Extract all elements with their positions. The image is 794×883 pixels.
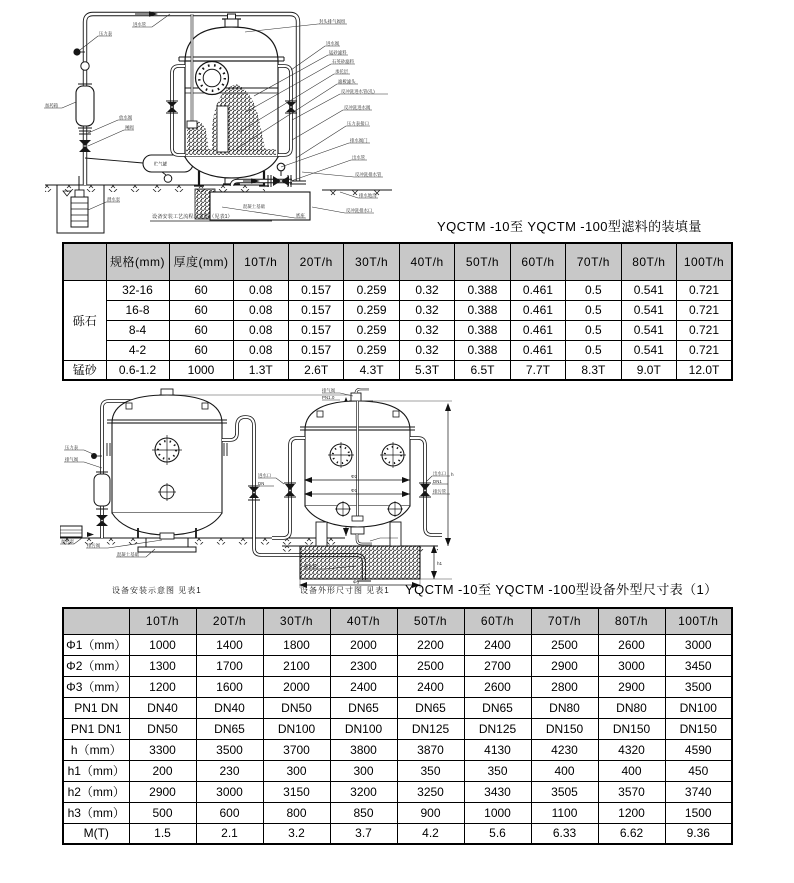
value-cell: 3150 <box>263 781 330 802</box>
thickness-cell: 60 <box>169 300 233 320</box>
value-cell: 2000 <box>263 676 330 697</box>
annotation-label: 锰砂滤料 <box>329 49 347 55</box>
column-header: 规格(mm) <box>106 243 169 280</box>
value-cell: 0.721 <box>677 280 733 300</box>
spec-cell: 4-2 <box>106 340 169 360</box>
table-row <box>63 634 732 655</box>
value-cell: 4590 <box>665 739 732 760</box>
value-cell: 0.388 <box>455 280 510 300</box>
row-label: M(T) <box>63 823 129 844</box>
value-cell: 0.157 <box>288 280 343 300</box>
dosing-tank <box>94 474 110 506</box>
value-cell: DN40 <box>196 697 263 718</box>
annotation-label: 排水地沟 <box>359 192 377 198</box>
vessel-bottom <box>112 513 222 535</box>
dimension-table-header <box>63 608 732 634</box>
value-cell: 0.541 <box>621 300 676 320</box>
value-cell: 1400 <box>196 634 263 655</box>
value-cell: 2300 <box>330 655 397 676</box>
value-cell: 0.08 <box>233 340 288 360</box>
value-cell: 0.5 <box>566 320 621 340</box>
value-cell: 3500 <box>196 739 263 760</box>
flow-rate-header: 20T/h <box>196 608 263 634</box>
annotation-label: 出水管 <box>352 154 366 160</box>
value-cell: 3200 <box>330 781 397 802</box>
row-label: PN1 DN1 <box>63 718 129 739</box>
annotation-label: 反冲洗排水管 <box>355 171 382 177</box>
thickness-cell: 1000 <box>169 360 233 380</box>
annotation-label: 加药泵 <box>61 538 75 544</box>
value-cell: 300 <box>330 760 397 781</box>
value-cell: DN100 <box>665 697 732 718</box>
value-cell: DN65 <box>397 697 464 718</box>
value-cell: 300 <box>263 760 330 781</box>
dimension-diagram <box>258 388 454 595</box>
flow-rate-header: 60T/h <box>464 608 531 634</box>
value-cell: 0.721 <box>677 340 733 360</box>
annotation-label: DN1 <box>433 478 442 484</box>
value-cell: 0.541 <box>621 340 676 360</box>
value-cell: 500 <box>129 802 196 823</box>
value-cell: 4.3T <box>344 360 399 380</box>
value-cell: 0.157 <box>288 320 343 340</box>
valve-icon <box>420 484 430 496</box>
annotation-label: 出水口 <box>433 470 447 476</box>
value-cell: 6.5T <box>455 360 510 380</box>
annotation-label: 滤板滤头 <box>338 78 356 84</box>
value-cell: 3000 <box>196 781 263 802</box>
flow-rate-header: 50T/h <box>397 608 464 634</box>
value-cell: 0.461 <box>510 320 565 340</box>
annotation-label: 压力表接口 <box>347 120 369 126</box>
value-cell: 850 <box>330 802 397 823</box>
annotation-label: 放水阀 <box>119 114 133 120</box>
value-cell: 6.62 <box>598 823 665 844</box>
value-cell: DN150 <box>531 718 598 739</box>
value-cell: 3.2 <box>263 823 330 844</box>
flow-rate-header: 100T/h <box>665 608 732 634</box>
value-cell: 3250 <box>397 781 464 802</box>
value-cell: 0.721 <box>677 300 733 320</box>
flow-rate-header: 50T/h <box>455 243 510 280</box>
value-cell: 3300 <box>129 739 196 760</box>
value-cell: DN40 <box>129 697 196 718</box>
flow-rate-header: 60T/h <box>510 243 565 280</box>
value-cell: 2000 <box>330 634 397 655</box>
row-label: h3（mm） <box>63 802 129 823</box>
value-cell: 1300 <box>129 655 196 676</box>
skirt-leg <box>316 522 327 546</box>
value-cell: 350 <box>397 760 464 781</box>
spec-cell: 32-16 <box>106 280 169 300</box>
dimension-table-body <box>63 634 732 844</box>
row-label: PN1 DN <box>63 697 129 718</box>
value-cell: DN65 <box>330 697 397 718</box>
value-cell: 0.388 <box>455 320 510 340</box>
value-cell: 0.541 <box>621 320 676 340</box>
value-cell: 3800 <box>330 739 397 760</box>
value-cell: 3870 <box>397 739 464 760</box>
value-cell: 3000 <box>665 634 732 655</box>
valve-icon <box>249 487 259 498</box>
annotation-label: 排污阀 <box>87 542 101 548</box>
value-cell: 3.7 <box>330 823 397 844</box>
annotation-label: 压力表 <box>99 30 113 36</box>
dim-label-h: h <box>451 472 454 477</box>
valve-icon <box>167 102 177 112</box>
air-tank <box>143 155 193 182</box>
annotation-label: 承托层 <box>335 68 349 74</box>
table-row <box>63 739 732 760</box>
value-cell: 0.32 <box>399 340 454 360</box>
table1-title: YQCTM -10至 YQCTM -100型滤料的装填量 <box>437 219 702 234</box>
annotation-label: DN <box>258 480 265 486</box>
value-cell: 0.32 <box>399 280 454 300</box>
value-cell: 3505 <box>531 781 598 802</box>
flow-arrow <box>87 532 94 537</box>
value-cell: DN80 <box>598 697 665 718</box>
annotation-label: 排气阀 <box>322 388 336 393</box>
value-cell: 0.5 <box>566 340 621 360</box>
value-cell: 0.32 <box>399 300 454 320</box>
value-cell: 1500 <box>665 802 732 823</box>
value-cell: 1100 <box>531 802 598 823</box>
table-row <box>63 823 732 844</box>
row-group-label: 锰砂 <box>63 360 106 380</box>
value-cell: 350 <box>464 760 531 781</box>
value-cell: 0.541 <box>621 280 676 300</box>
annotation-label: 进水管 <box>133 21 147 27</box>
table-row <box>63 676 732 697</box>
value-cell: 6.33 <box>531 823 598 844</box>
value-cell: 9.0T <box>621 360 676 380</box>
value-cell: DN100 <box>263 718 330 739</box>
annotation-label: 压力表 <box>65 444 79 450</box>
annotation-label: 底座 <box>296 212 305 218</box>
value-cell: 7.7T <box>510 360 565 380</box>
value-cell: 0.461 <box>510 340 565 360</box>
dim-label-h1: h1 <box>437 561 443 566</box>
value-cell: 0.259 <box>344 280 399 300</box>
annotation-label: PN1.0 <box>322 394 335 400</box>
row-label: h2（mm） <box>63 781 129 802</box>
flow-rate-header: 70T/h <box>531 608 598 634</box>
top-nozzle <box>225 19 238 27</box>
filter-media-table <box>62 242 733 381</box>
value-cell: 1.3T <box>233 360 288 380</box>
value-cell: 0.08 <box>233 300 288 320</box>
valve-icon <box>96 515 108 526</box>
value-cell: 4.2 <box>397 823 464 844</box>
filter-media-table-body <box>63 280 732 380</box>
annotation-label: 进水阀 <box>326 40 340 46</box>
value-cell: DN125 <box>464 718 531 739</box>
annotation-label: 反冲洗进水阀 <box>344 104 371 110</box>
value-cell: 200 <box>129 760 196 781</box>
valve-icon <box>79 140 91 152</box>
annotation-label: 反冲洗进水管(孔) <box>341 88 375 94</box>
spec-cell: 16-8 <box>106 300 169 320</box>
value-cell: DN65 <box>464 697 531 718</box>
header-row <box>63 243 732 280</box>
value-cell: 12.0T <box>677 360 733 380</box>
value-cell: 0.32 <box>399 320 454 340</box>
flow-rate-header: 20T/h <box>288 243 343 280</box>
value-cell: 3570 <box>598 781 665 802</box>
value-cell: 4130 <box>464 739 531 760</box>
value-cell: 2400 <box>397 676 464 697</box>
dim-label-phi2: Φ2 <box>351 474 358 479</box>
value-cell: 5.6 <box>464 823 531 844</box>
value-cell: 2100 <box>263 655 330 676</box>
thickness-cell: 60 <box>169 340 233 360</box>
flow-rate-header: 10T/h <box>129 608 196 634</box>
valve-icon <box>286 102 296 112</box>
thickness-cell: 60 <box>169 320 233 340</box>
value-cell: 800 <box>263 802 330 823</box>
table2-title: YQCTM -10至 YQCTM -100型设备外型尺寸表（1） <box>405 582 718 597</box>
flow-rate-header: 80T/h <box>598 608 665 634</box>
row-label: Φ2（mm） <box>63 655 129 676</box>
value-cell: 2600 <box>464 676 531 697</box>
thickness-cell: 60 <box>169 280 233 300</box>
value-cell: 3500 <box>665 676 732 697</box>
value-cell: DN125 <box>397 718 464 739</box>
value-cell: 0.388 <box>455 340 510 360</box>
value-cell: 2200 <box>397 634 464 655</box>
top-nozzle <box>351 393 361 401</box>
value-cell: 3450 <box>665 655 732 676</box>
value-cell: 0.08 <box>233 280 288 300</box>
foundation-label: 混凝土基础 <box>243 204 265 209</box>
value-cell: 600 <box>196 802 263 823</box>
annotation-label: 潜水泵 <box>107 196 121 202</box>
value-cell: 0.08 <box>233 320 288 340</box>
value-cell: 0.259 <box>344 300 399 320</box>
table-row <box>63 340 732 360</box>
foundation <box>300 546 420 579</box>
value-cell: 0.461 <box>510 280 565 300</box>
table-row <box>63 781 732 802</box>
annotation-label: 闸阀 <box>125 124 134 130</box>
flow-rate-header: 70T/h <box>566 243 621 280</box>
value-cell: 3430 <box>464 781 531 802</box>
process-flow-diagram <box>40 0 395 240</box>
table-row <box>63 697 732 718</box>
table-row <box>63 802 732 823</box>
installation-and-dimension-diagrams <box>60 388 460 600</box>
value-cell: 2400 <box>330 676 397 697</box>
annotation-label: 混凝土基础 <box>117 551 139 557</box>
value-cell: DN80 <box>531 697 598 718</box>
dim-label-phi3: Φ3 <box>353 579 360 585</box>
corner-cell <box>63 243 106 280</box>
value-cell: 1200 <box>129 676 196 697</box>
value-cell: DN65 <box>196 718 263 739</box>
value-cell: 2800 <box>531 676 598 697</box>
value-cell: 2400 <box>464 634 531 655</box>
value-cell: 0.5 <box>566 300 621 320</box>
value-cell: 1000 <box>129 634 196 655</box>
flow-rate-header: 100T/h <box>677 243 733 280</box>
value-cell: DN150 <box>598 718 665 739</box>
row-group-label: 砾石 <box>63 280 106 360</box>
annotation-label: 石英砂滤料 <box>332 58 354 64</box>
value-cell: 2900 <box>129 781 196 802</box>
value-cell: 2.1 <box>196 823 263 844</box>
skirt-leg <box>390 522 401 546</box>
row-label: Φ3（mm） <box>63 676 129 697</box>
flow-rate-header: 40T/h <box>399 243 454 280</box>
spec-cell: 0.6-1.2 <box>106 360 169 380</box>
value-cell: 3700 <box>263 739 330 760</box>
value-cell: 0.721 <box>677 320 733 340</box>
row-label: Φ1（mm） <box>63 634 129 655</box>
value-cell: 2900 <box>598 676 665 697</box>
value-cell: 0.259 <box>344 320 399 340</box>
value-cell: 450 <box>665 760 732 781</box>
row-label: h（mm） <box>63 739 129 760</box>
center-column <box>217 106 228 152</box>
filter-media-table-header <box>63 243 732 280</box>
annotation-label: 反冲洗排水口 <box>346 207 373 213</box>
value-cell: 2900 <box>531 655 598 676</box>
value-cell: 4320 <box>598 739 665 760</box>
header-row <box>63 608 732 634</box>
manhole-flange <box>196 62 229 95</box>
value-cell: 1200 <box>598 802 665 823</box>
dim-label-phi1: Φ1 <box>351 488 358 493</box>
value-cell: 0.461 <box>510 300 565 320</box>
value-cell: 0.157 <box>288 340 343 360</box>
flow-rate-header: 10T/h <box>233 243 288 280</box>
value-cell: 1.5 <box>129 823 196 844</box>
annotation-label: 封头排气阀组 <box>319 18 346 24</box>
pressure-gauge-icon <box>73 48 80 55</box>
value-cell: DN100 <box>330 718 397 739</box>
value-cell: 8.3T <box>566 360 621 380</box>
value-cell: 2500 <box>397 655 464 676</box>
row-label: h1（mm） <box>63 760 129 781</box>
value-cell: 2600 <box>598 634 665 655</box>
value-cell: 1600 <box>196 676 263 697</box>
flow-rate-header: 30T/h <box>344 243 399 280</box>
table-row <box>63 280 732 300</box>
value-cell: 9.36 <box>665 823 732 844</box>
column-header: 厚度(mm) <box>169 243 233 280</box>
valve-handwheel-icon <box>81 62 89 70</box>
dimension-caption: 设备外形尺寸图 见表1 <box>300 586 390 595</box>
value-cell: 1700 <box>196 655 263 676</box>
value-cell: 400 <box>531 760 598 781</box>
value-cell: 0.259 <box>344 340 399 360</box>
corner-cell <box>63 608 129 634</box>
value-cell: 2.6T <box>288 360 343 380</box>
top-nozzle <box>161 389 173 395</box>
value-cell: DN50 <box>263 697 330 718</box>
table-row <box>63 300 732 320</box>
dimension-table <box>62 607 733 845</box>
flow-rate-header: 80T/h <box>621 243 676 280</box>
value-cell: 2500 <box>531 634 598 655</box>
table-row <box>63 718 732 739</box>
flow-rate-header: 30T/h <box>263 608 330 634</box>
annotation-label: 进水口 <box>258 472 272 478</box>
value-cell: 1800 <box>263 634 330 655</box>
installation-caption: 设备安装示意图 见表1 <box>112 586 202 595</box>
value-cell: 400 <box>598 760 665 781</box>
dosing-pump <box>60 526 82 537</box>
table-row <box>63 360 732 380</box>
annotation-label: 加药箱 <box>45 102 59 108</box>
dosing-tank <box>76 86 94 126</box>
value-cell: 230 <box>196 760 263 781</box>
annotation-label: 排水阀门 <box>350 137 368 143</box>
value-cell: DN150 <box>665 718 732 739</box>
value-cell: 0.388 <box>455 300 510 320</box>
value-cell: 3000 <box>598 655 665 676</box>
annotation-label: 排气阀 <box>65 456 79 462</box>
table-row <box>63 760 732 781</box>
value-cell: 900 <box>397 802 464 823</box>
value-cell: 3740 <box>665 781 732 802</box>
flow-rate-header: 40T/h <box>330 608 397 634</box>
annotation-label: 排污管 <box>433 488 447 494</box>
value-cell: 0.157 <box>288 300 343 320</box>
value-cell: 4230 <box>531 739 598 760</box>
svg-text:设备安装工艺流程示意图（见表1）: 设备安装工艺流程示意图（见表1） <box>152 214 233 220</box>
value-cell: 2700 <box>464 655 531 676</box>
valve-icon <box>285 484 295 496</box>
outlet-valve-icon <box>273 176 289 186</box>
table-row <box>63 320 732 340</box>
pressure-gauge-icon <box>91 453 97 459</box>
table-row <box>63 655 732 676</box>
value-cell: DN50 <box>129 718 196 739</box>
value-cell: 5.3T <box>399 360 454 380</box>
air-tank-label: 贮气罐 <box>154 161 168 167</box>
value-cell: 1000 <box>464 802 531 823</box>
spec-cell: 8-4 <box>106 320 169 340</box>
value-cell: 0.5 <box>566 280 621 300</box>
